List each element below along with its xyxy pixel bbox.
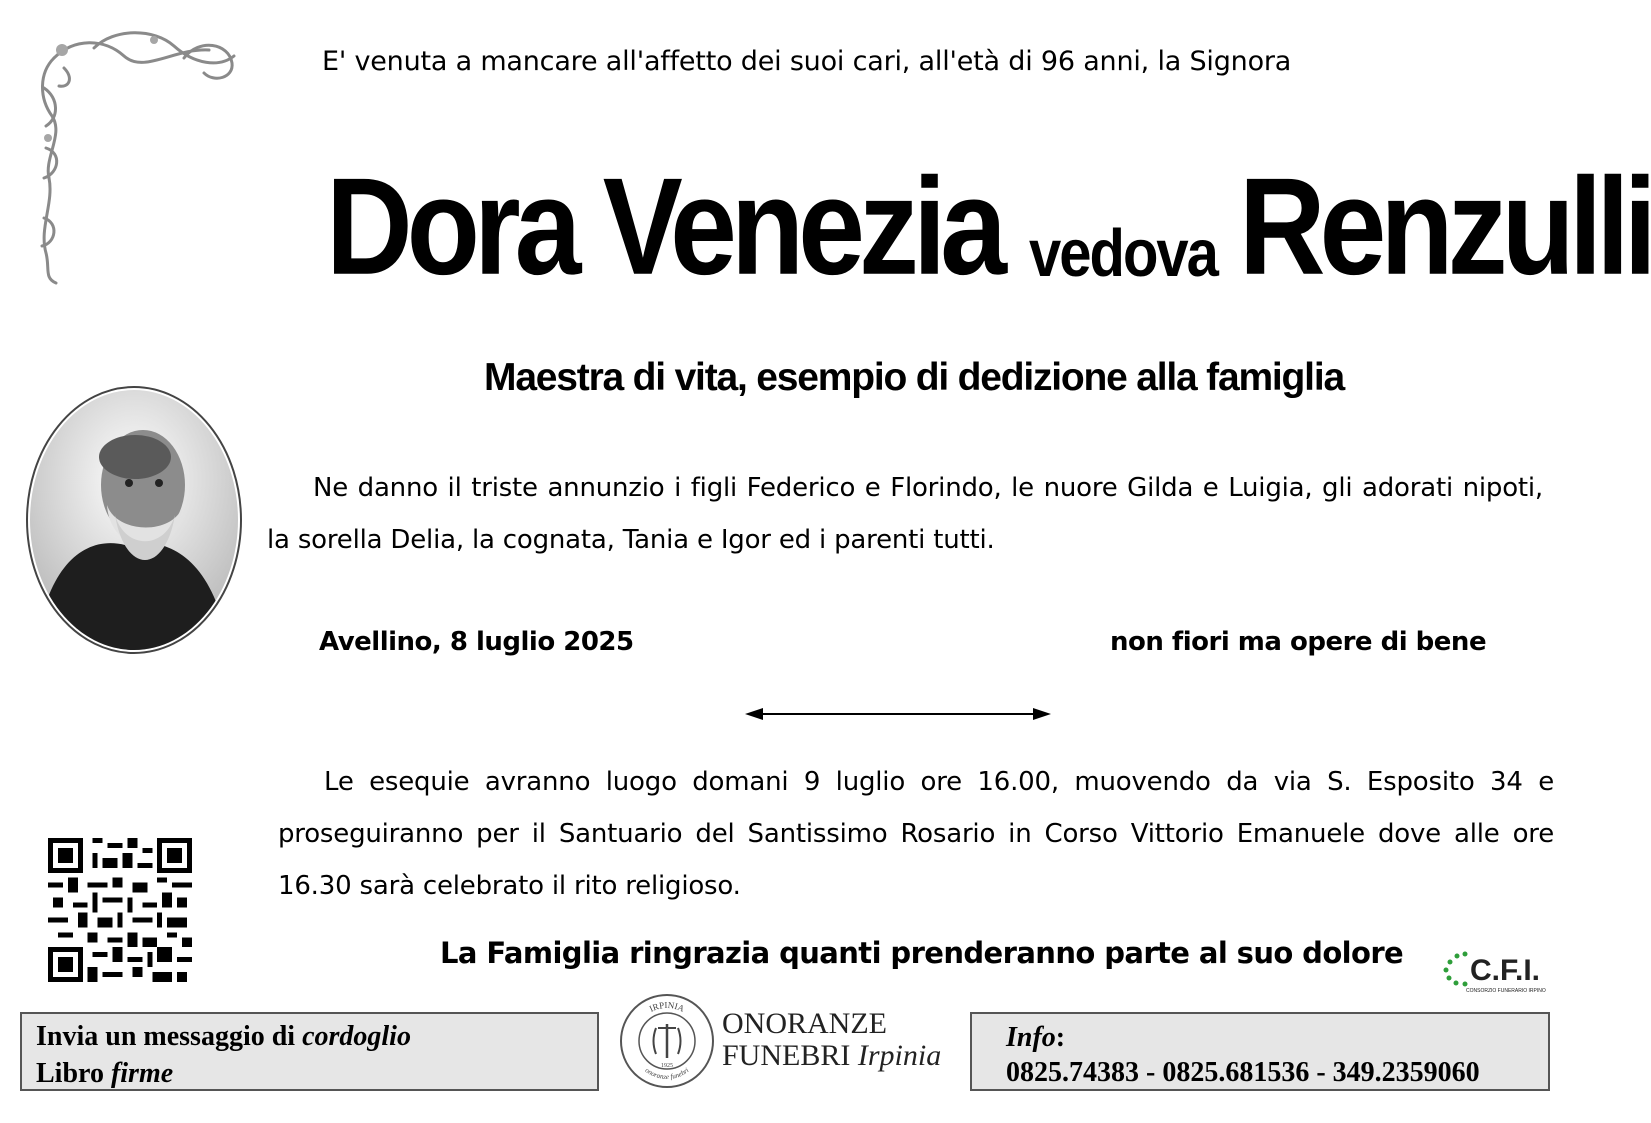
- family-thanks: La Famiglia ringrazia quanti prenderanno parte al suo dolore: [440, 936, 1404, 970]
- agency-name-line2: FUNEBRI Irpinia: [722, 1039, 942, 1072]
- guestbook-link[interactable]: Libro firme: [36, 1058, 174, 1089]
- condolence-box[interactable]: [20, 1012, 599, 1091]
- announcement-paragraph: [267, 462, 1543, 566]
- motto: Maestra di vita, esempio di dedizione alla famiglia: [484, 356, 1344, 399]
- announcement-text: Ne danno il triste annunzio i figli Federico e Florindo, le nuore Gilda e Luigia, gli adorati nipoti, la sorella Delia, la cognata, Tania e Igor ed i parenti tutti.: [267, 473, 1543, 555]
- intro-text: E' venuta a mancare all'affetto dei suoi cari, all'età di 96 anni, la Signora: [322, 46, 1292, 77]
- portrait-image: [25, 385, 243, 655]
- seal-top-text: IRPINIA: [647, 999, 687, 1014]
- agency-name: [722, 1008, 941, 1072]
- seal-year: 1925: [661, 1063, 673, 1069]
- double-arrow-icon: [745, 704, 1051, 724]
- agency-seal-icon: [618, 992, 716, 1090]
- no-flowers-note: non fiori ma opere di bene: [1110, 627, 1487, 657]
- info-label: Info:: [1006, 1022, 1066, 1053]
- phone-numbers[interactable]: 0825.74383 - 0825.681536 - 349.2359060: [1006, 1057, 1480, 1088]
- widow-connector: vedova: [1029, 216, 1217, 291]
- cfi-logo-text: C.F.I.: [1470, 954, 1541, 987]
- surname: Renzulli: [1238, 149, 1651, 304]
- qr-code[interactable]: [48, 838, 192, 982]
- city-date: Avellino, 8 luglio 2025: [319, 627, 634, 657]
- info-box: [970, 1012, 1550, 1091]
- first-name: Dora Venezia: [326, 149, 1002, 304]
- funeral-paragraph: [278, 756, 1554, 912]
- cfi-logo-subtitle: CONSORZIO FUNERARIO IRPINO: [1466, 988, 1546, 994]
- seal-bottom-text: onoranze funebri: [643, 1066, 691, 1082]
- funeral-text: Le esequie avranno luogo domani 9 luglio ore 16.00, muovendo da via S. Esposito 34 e proseguiranno per il Santuario del Santissimo Rosario in Corso Vittorio Emanuele dove alle ore 16.30 sarà celebrato il rito religioso.: [278, 767, 1554, 901]
- corner-ornament-icon: [34, 28, 244, 288]
- agency-name-line1: ONORANZE: [722, 1007, 887, 1040]
- send-condolence-link[interactable]: Invia un messaggio di cordoglio: [36, 1021, 411, 1052]
- deceased-name: [326, 149, 1651, 306]
- cfi-logo: [1440, 948, 1560, 998]
